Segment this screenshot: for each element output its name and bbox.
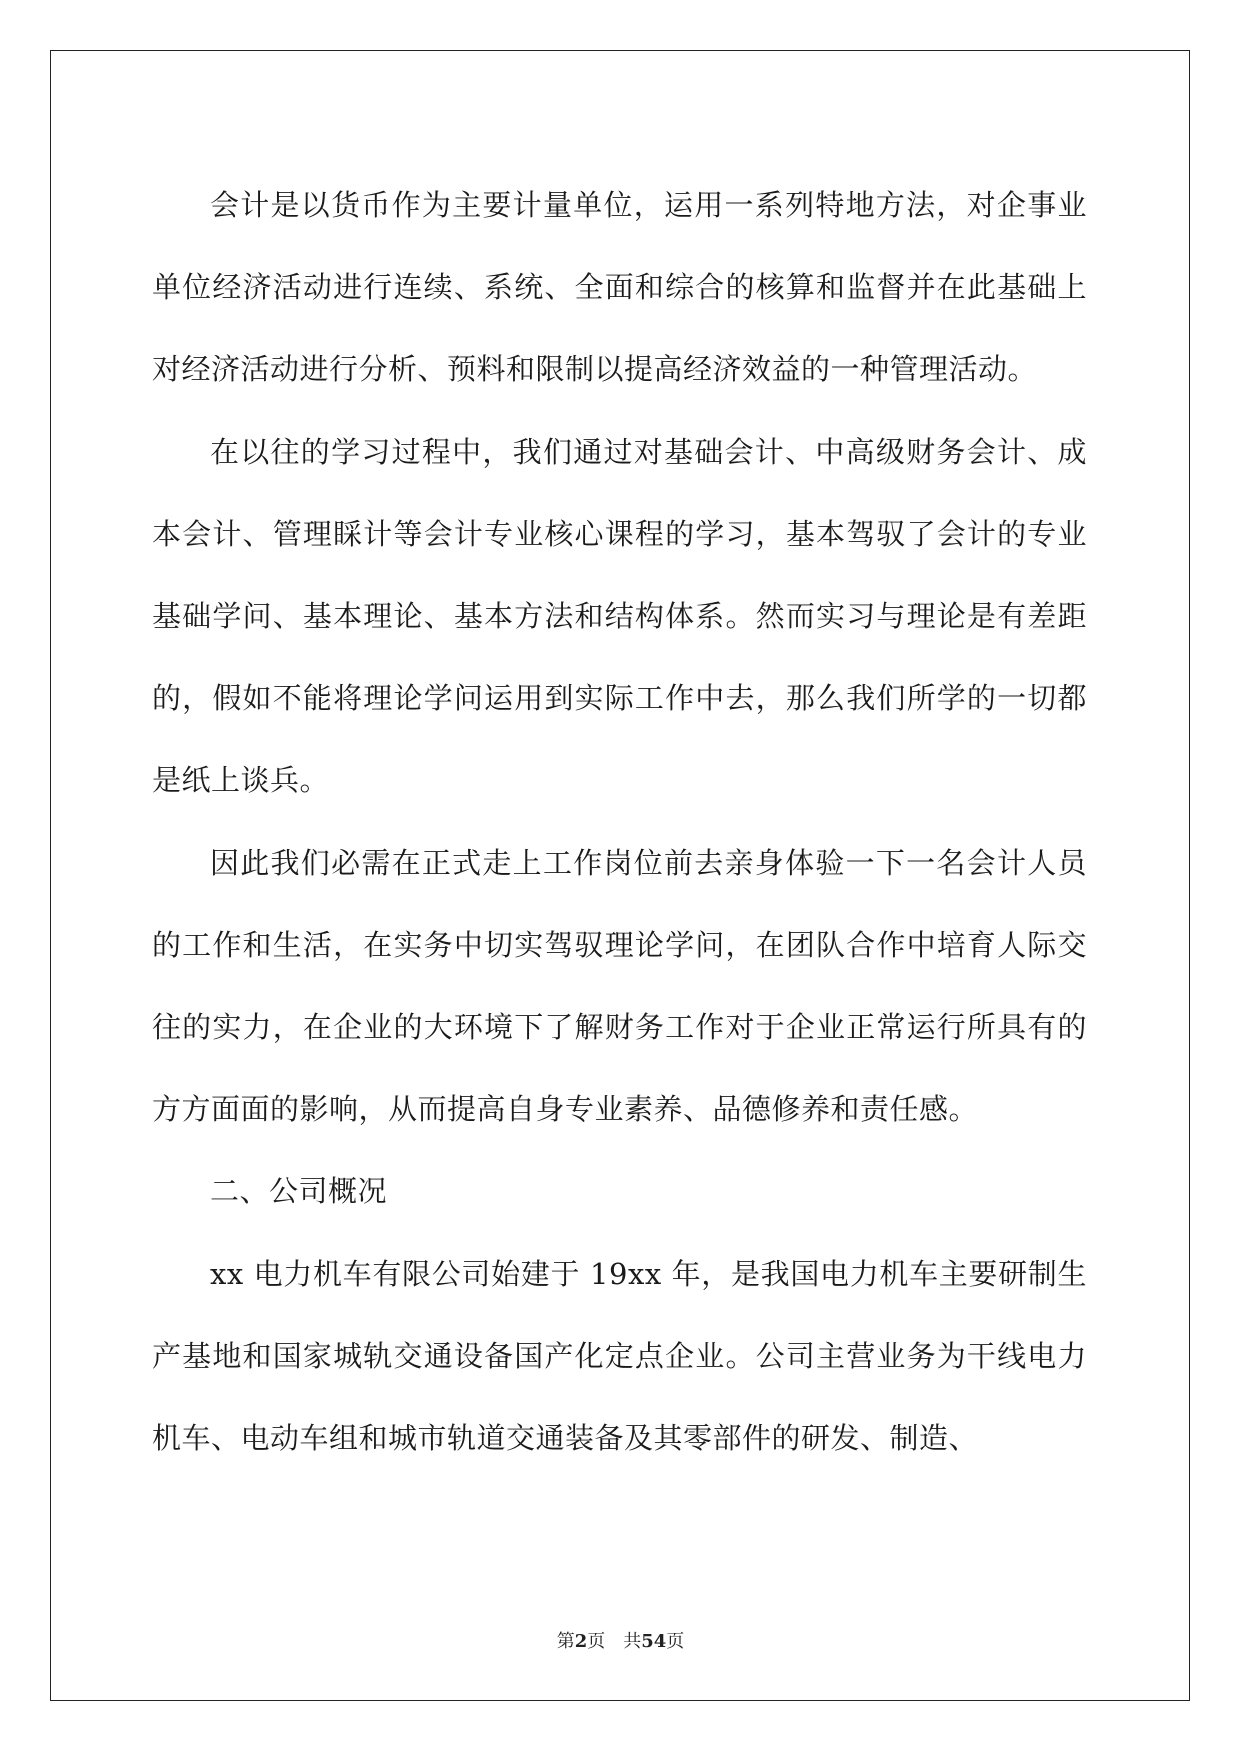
document-body [152,164,1087,1479]
page-prefix: 第 [556,1631,575,1652]
paragraph-accounting-definition: 会计是以货币作为主要计量单位，运用一系列特地方法，对企事业单位经济活动进行连续、系统、全面和综合的核算和监督并在此基础上对经济活动进行分析、预料和限制以提高经济效益的一种管理活动。 [152,188,1087,387]
section-heading-company-overview: 二、公司概况 [210,1174,388,1209]
paragraph-learning-process: 在以往的学习过程中，我们通过对基础会计、中高级财务会计、成本会计、管理睬计等会计专业核心课程的学习，基本驾驭了会计的专业基础学问、基本理论、基本方法和结构体系。然而实习与理论是有差距的，假如不能将理论学问运用到实际工作中去，那么我们所学的一切都是纸上谈兵。 [152,434,1087,798]
paragraph-company-intro: xx 电力机车有限公司始建于 19xx 年，是我国电力机车主要研制生产基地和国家城轨交通设备国产化定点企业。公司主营业务为干线电力机车、电动车组和城市轨道交通装备及其零部件的研发、制造、 [152,1256,1087,1456]
total-prefix: 共 [623,1631,642,1652]
total-pages: 54 [641,1631,667,1652]
page-number: 2 [574,1631,588,1652]
paragraph-internship-purpose: 因此我们必需在正式走上工作岗位前去亲身体验一下一名会计人员的工作和生活，在实务中切实驾驭理论学问，在团队合作中培育人际交往的实力，在企业的大环境下了解财务工作对于企业正常运行所具有的方方面面的影响，从而提高自身专业素养、品德修养和责任感。 [152,845,1087,1127]
total-suffix: 页 [666,1631,685,1652]
page-footer [0,1627,1241,1653]
page-suffix: 页 [587,1631,606,1652]
